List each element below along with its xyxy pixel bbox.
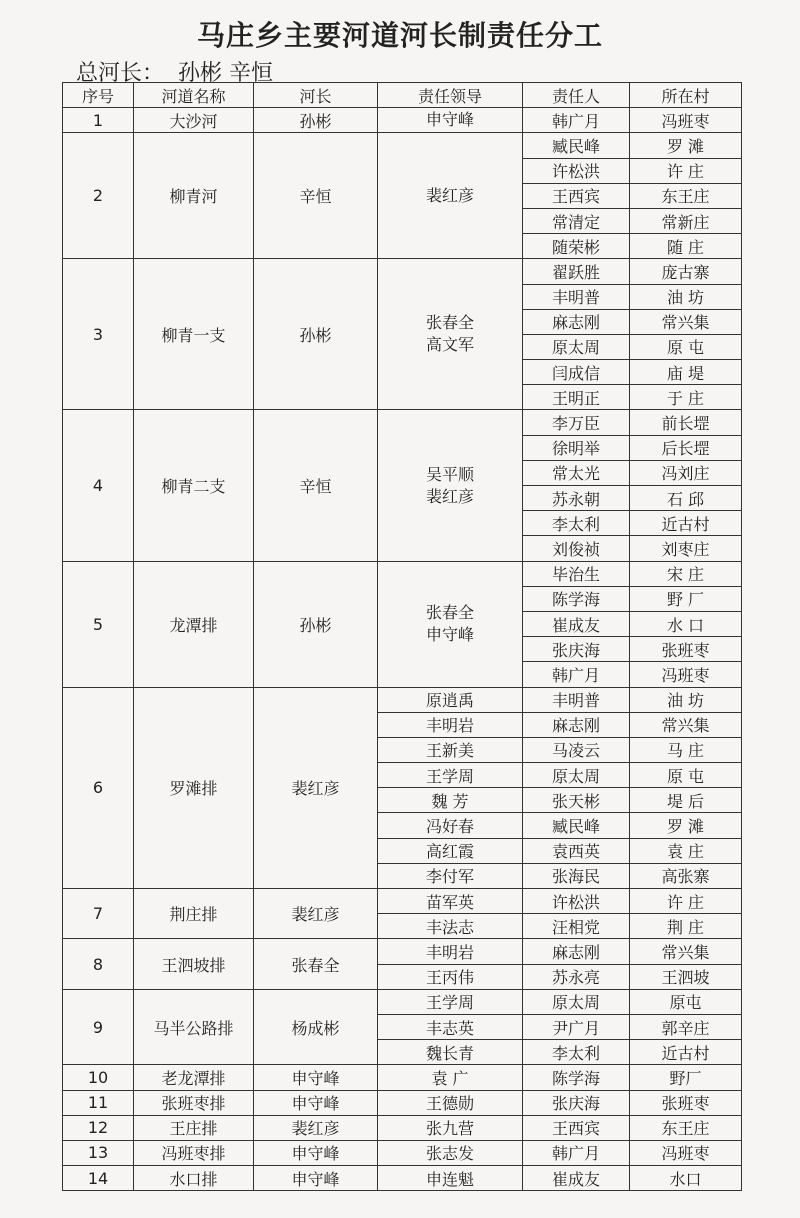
leader-cell xyxy=(378,259,523,410)
village-cell: 常兴集 xyxy=(630,712,742,737)
leader-cell: 王丙伟 xyxy=(378,964,523,989)
leader-cell: 丰明岩 xyxy=(378,939,523,964)
header-cell: 所在村 xyxy=(630,83,742,108)
river-chief-cell: 申守峰 xyxy=(254,1065,378,1090)
person-cell: 王西宾 xyxy=(523,183,630,208)
river-number-cell: 8 xyxy=(63,939,134,989)
river-number-cell: 5 xyxy=(63,561,134,687)
river-number-cell: 4 xyxy=(63,410,134,561)
village-cell: 许 庄 xyxy=(630,158,742,183)
person-cell: 原太周 xyxy=(523,989,630,1014)
person-cell: 王西宾 xyxy=(523,1115,630,1140)
river-number-cell: 9 xyxy=(63,989,134,1065)
river-chief-cell: 申守峰 xyxy=(254,1090,378,1115)
river-number-cell: 11 xyxy=(63,1090,134,1115)
table-row xyxy=(63,1115,742,1140)
village-cell: 水 口 xyxy=(630,611,742,636)
table-row xyxy=(63,1065,742,1090)
river-chief-cell: 辛恒 xyxy=(254,133,378,259)
header-cell: 责任领导 xyxy=(378,83,523,108)
leader-cell: 原逍禹 xyxy=(378,687,523,712)
person-cell: 许松洪 xyxy=(523,889,630,914)
village-cell: 随 庄 xyxy=(630,234,742,259)
village-cell: 水口 xyxy=(630,1166,742,1191)
header-cell: 河道名称 xyxy=(134,83,254,108)
person-cell: 臧民峰 xyxy=(523,813,630,838)
person-cell: 苏永亮 xyxy=(523,964,630,989)
person-cell: 丰明普 xyxy=(523,284,630,309)
leader-cell xyxy=(378,133,523,259)
person-cell: 陈学海 xyxy=(523,1065,630,1090)
village-cell: 堤 后 xyxy=(630,788,742,813)
river-name-cell: 冯班枣排 xyxy=(134,1140,254,1165)
river-number-cell: 13 xyxy=(63,1140,134,1165)
leader-name: 裴红彦 xyxy=(425,185,474,205)
village-cell: 刘枣庄 xyxy=(630,536,742,561)
person-cell: 张海民 xyxy=(523,863,630,888)
river-number-cell: 12 xyxy=(63,1115,134,1140)
leader-cell: 王德勋 xyxy=(378,1090,523,1115)
river-number-cell: 10 xyxy=(63,1065,134,1090)
village-cell: 庙 堤 xyxy=(630,360,742,385)
village-cell: 野厂 xyxy=(630,1065,742,1090)
river-name-cell: 柳青河 xyxy=(134,133,254,259)
table-body xyxy=(63,108,742,1191)
header-cell: 河长 xyxy=(254,83,378,108)
leader-cell xyxy=(378,108,523,133)
village-cell: 冯刘庄 xyxy=(630,460,742,485)
person-cell: 原太周 xyxy=(523,763,630,788)
person-cell: 闫成信 xyxy=(523,360,630,385)
river-chief-cell: 杨成彬 xyxy=(254,989,378,1065)
river-name-cell: 王庄排 xyxy=(134,1115,254,1140)
river-name-cell: 老龙潭排 xyxy=(134,1065,254,1090)
table-row xyxy=(63,259,742,284)
header-cell: 责任人 xyxy=(523,83,630,108)
leader-name: 申守峰 xyxy=(425,110,474,130)
village-cell: 冯班枣 xyxy=(630,1140,742,1165)
village-cell: 近古村 xyxy=(630,511,742,536)
person-cell: 刘俊祯 xyxy=(523,536,630,561)
header-cell: 序号 xyxy=(63,83,134,108)
river-chief-cell: 申守峰 xyxy=(254,1166,378,1191)
chief-label: 总河长： xyxy=(76,61,165,86)
person-cell: 徐明举 xyxy=(523,435,630,460)
river-number-cell: 3 xyxy=(63,259,134,410)
village-cell: 原 屯 xyxy=(630,763,742,788)
person-cell: 丰明普 xyxy=(523,687,630,712)
village-cell: 于 庄 xyxy=(630,385,742,410)
leader-name: 裴红彦 xyxy=(425,486,474,506)
river-name-cell: 大沙河 xyxy=(134,108,254,133)
table-row xyxy=(63,1140,742,1165)
leader-cell: 张志发 xyxy=(378,1140,523,1165)
person-cell: 李万臣 xyxy=(523,410,630,435)
leader-cell: 丰志英 xyxy=(378,1014,523,1039)
leader-name: 张春全 xyxy=(425,313,474,333)
river-name-cell: 水口排 xyxy=(134,1166,254,1191)
village-cell: 郭辛庄 xyxy=(630,1014,742,1039)
person-cell: 张天彬 xyxy=(523,788,630,813)
leader-cell: 冯好春 xyxy=(378,813,523,838)
person-cell: 麻志刚 xyxy=(523,309,630,334)
person-cell: 韩广月 xyxy=(523,1140,630,1165)
table-row xyxy=(63,561,742,586)
person-cell: 翟跃胜 xyxy=(523,259,630,284)
table-row xyxy=(63,108,742,133)
river-number-cell: 14 xyxy=(63,1166,134,1191)
person-cell: 袁西英 xyxy=(523,838,630,863)
village-cell: 原 屯 xyxy=(630,334,742,359)
leader-name: 吴平顺 xyxy=(425,464,474,484)
village-cell: 王泗坡 xyxy=(630,964,742,989)
village-cell: 常兴集 xyxy=(630,309,742,334)
village-cell: 油 坊 xyxy=(630,687,742,712)
village-cell: 罗 滩 xyxy=(630,133,742,158)
person-cell: 臧民峰 xyxy=(523,133,630,158)
leader-cell: 王学周 xyxy=(378,763,523,788)
village-cell: 高张寨 xyxy=(630,863,742,888)
leader-cell: 丰法志 xyxy=(378,914,523,939)
river-chief-cell: 裴红彦 xyxy=(254,889,378,939)
village-cell: 许 庄 xyxy=(630,889,742,914)
village-cell: 石 邱 xyxy=(630,486,742,511)
village-cell: 庞古寨 xyxy=(630,259,742,284)
village-cell: 后长堽 xyxy=(630,435,742,460)
village-cell: 油 坊 xyxy=(630,284,742,309)
leader-cell: 王学周 xyxy=(378,989,523,1014)
leader-cell: 袁 广 xyxy=(378,1065,523,1090)
table-row xyxy=(63,133,742,158)
table-row xyxy=(63,1166,742,1191)
person-cell: 汪相党 xyxy=(523,914,630,939)
person-cell: 常清定 xyxy=(523,208,630,233)
person-cell: 李太利 xyxy=(523,511,630,536)
person-cell: 崔成友 xyxy=(523,1166,630,1191)
river-chief-cell: 张春全 xyxy=(254,939,378,989)
river-number-cell: 6 xyxy=(63,687,134,889)
person-cell: 韩广月 xyxy=(523,662,630,687)
river-name-cell: 柳青二支 xyxy=(134,410,254,561)
person-cell: 王明正 xyxy=(523,385,630,410)
village-cell: 罗 滩 xyxy=(630,813,742,838)
leader-cell: 丰明岩 xyxy=(378,712,523,737)
village-cell: 冯班枣 xyxy=(630,108,742,133)
river-number-cell: 1 xyxy=(63,108,134,133)
village-cell: 荆 庄 xyxy=(630,914,742,939)
leader-cell: 张九营 xyxy=(378,1115,523,1140)
leader-cell xyxy=(378,410,523,561)
village-cell: 张班枣 xyxy=(630,637,742,662)
page-title: 马庄乡主要河道河长制责任分工 xyxy=(196,19,603,52)
river-chief-cell: 孙彬 xyxy=(254,108,378,133)
person-cell: 张庆海 xyxy=(523,637,630,662)
river-chief-cell: 孙彬 xyxy=(254,561,378,687)
village-cell: 常兴集 xyxy=(630,939,742,964)
person-cell: 毕治生 xyxy=(523,561,630,586)
table-header-row xyxy=(63,83,742,108)
village-cell: 原屯 xyxy=(630,989,742,1014)
leader-name: 张春全 xyxy=(425,603,474,623)
leader-name: 申守峰 xyxy=(425,625,474,645)
chief-names: 孙彬 辛恒 xyxy=(178,61,274,86)
river-chief-cell: 辛恒 xyxy=(254,410,378,561)
village-cell: 常新庄 xyxy=(630,208,742,233)
leader-cell xyxy=(378,561,523,687)
table-row xyxy=(63,410,742,435)
person-cell: 苏永朝 xyxy=(523,486,630,511)
river-name-cell: 马半公路排 xyxy=(134,989,254,1065)
river-name-cell: 罗滩排 xyxy=(134,687,254,889)
person-cell: 许松洪 xyxy=(523,158,630,183)
person-cell: 麻志刚 xyxy=(523,939,630,964)
village-cell: 张班枣 xyxy=(630,1090,742,1115)
river-number-cell: 2 xyxy=(63,133,134,259)
person-cell: 原太周 xyxy=(523,334,630,359)
river-chief-cell: 裴红彦 xyxy=(254,687,378,889)
river-name-cell: 龙潭排 xyxy=(134,561,254,687)
person-cell: 尹广月 xyxy=(523,1014,630,1039)
village-cell: 野 厂 xyxy=(630,586,742,611)
village-cell: 宋 庄 xyxy=(630,561,742,586)
leader-cell: 申连魁 xyxy=(378,1166,523,1191)
village-cell: 东王庄 xyxy=(630,1115,742,1140)
responsibility-table xyxy=(62,82,742,1191)
village-cell: 前长堽 xyxy=(630,410,742,435)
person-cell: 陈学海 xyxy=(523,586,630,611)
village-cell: 马 庄 xyxy=(630,737,742,762)
leader-cell: 高红霞 xyxy=(378,838,523,863)
leader-cell: 王新美 xyxy=(378,737,523,762)
person-cell: 随荣彬 xyxy=(523,234,630,259)
river-chief-cell: 裴红彦 xyxy=(254,1115,378,1140)
person-cell: 崔成友 xyxy=(523,611,630,636)
village-cell: 冯班枣 xyxy=(630,662,742,687)
river-chief-cell: 孙彬 xyxy=(254,259,378,410)
river-name-cell: 王泗坡排 xyxy=(134,939,254,989)
village-cell: 袁 庄 xyxy=(630,838,742,863)
person-cell: 张庆海 xyxy=(523,1090,630,1115)
river-name-cell: 张班枣排 xyxy=(134,1090,254,1115)
table-row xyxy=(63,939,742,964)
person-cell: 韩广月 xyxy=(523,108,630,133)
leader-cell: 李付军 xyxy=(378,863,523,888)
person-cell: 马凌云 xyxy=(523,737,630,762)
river-number-cell: 7 xyxy=(63,889,134,939)
village-cell: 东王庄 xyxy=(630,183,742,208)
table-row xyxy=(63,989,742,1014)
table-row xyxy=(63,889,742,914)
river-name-cell: 柳青一支 xyxy=(134,259,254,410)
table-row xyxy=(63,687,742,712)
leader-cell: 魏长青 xyxy=(378,1040,523,1065)
table-row xyxy=(63,1090,742,1115)
leader-cell: 苗军英 xyxy=(378,889,523,914)
person-cell: 李太利 xyxy=(523,1040,630,1065)
village-cell: 近古村 xyxy=(630,1040,742,1065)
person-cell: 麻志刚 xyxy=(523,712,630,737)
leader-cell: 魏 芳 xyxy=(378,788,523,813)
river-chief-cell: 申守峰 xyxy=(254,1140,378,1165)
leader-name: 高文军 xyxy=(425,335,474,355)
person-cell: 常太光 xyxy=(523,460,630,485)
river-name-cell: 荆庄排 xyxy=(134,889,254,939)
